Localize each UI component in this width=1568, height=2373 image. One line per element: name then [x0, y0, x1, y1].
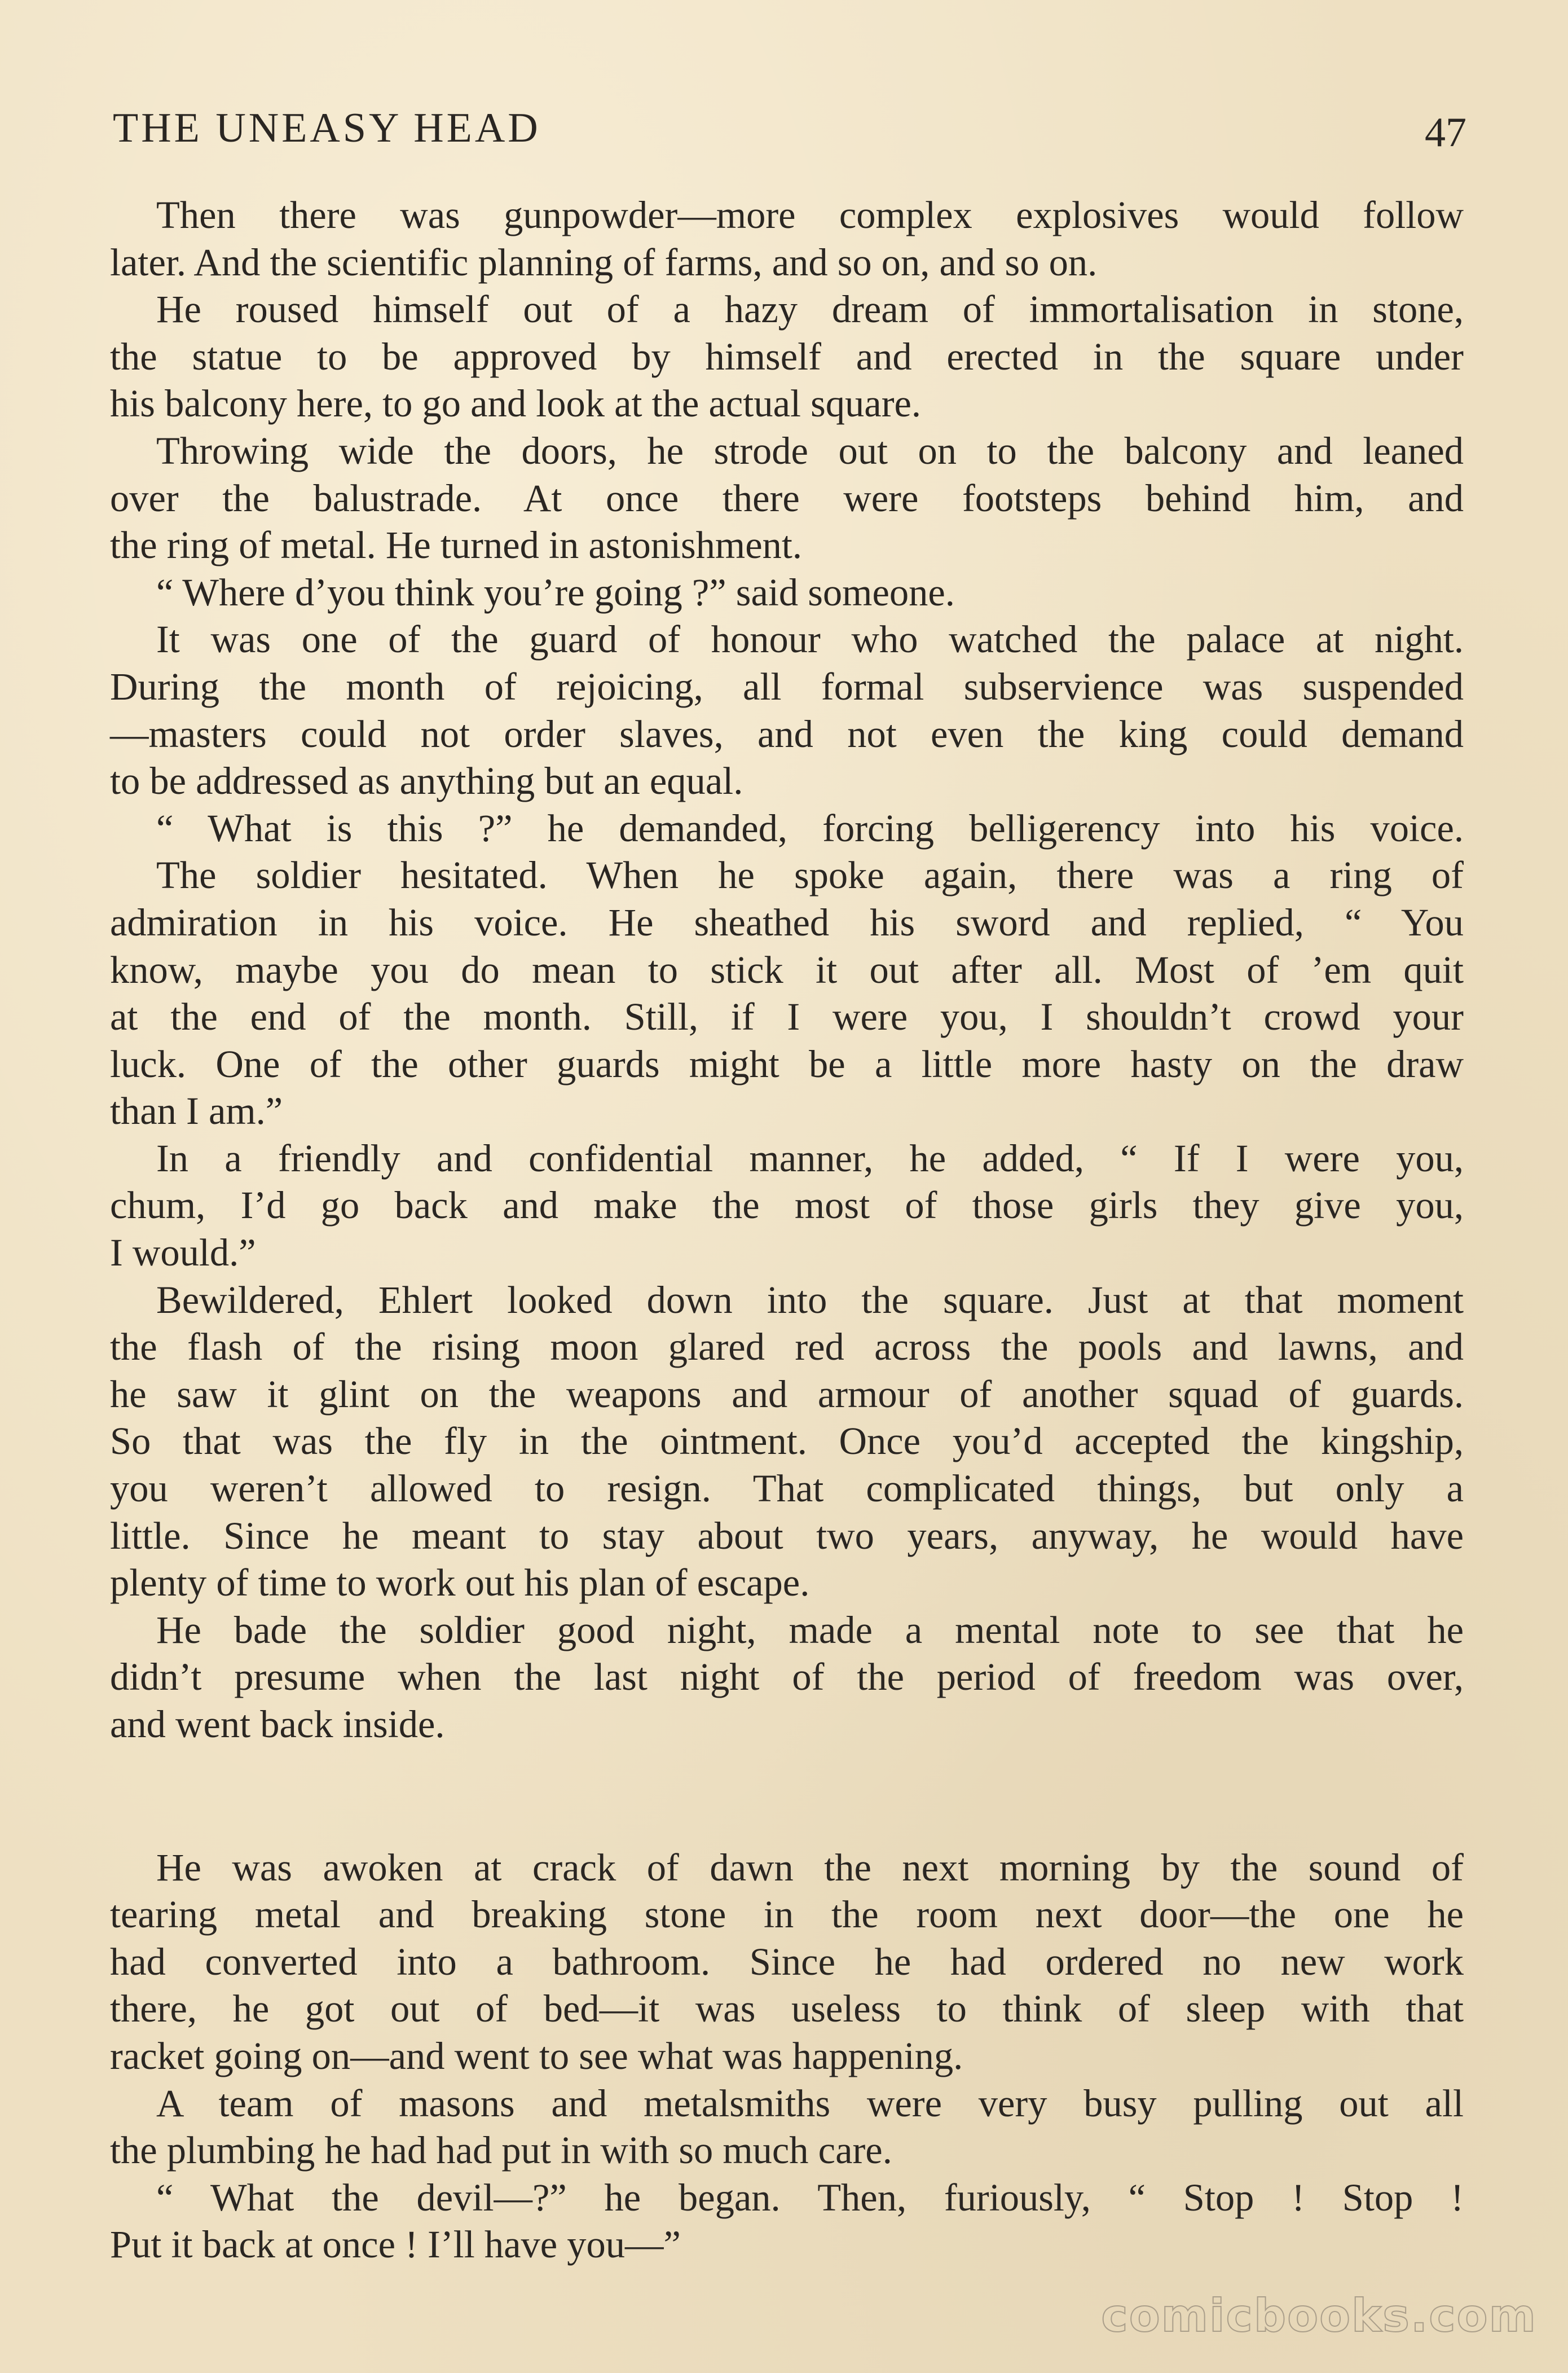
page-number: 47 [1425, 109, 1466, 156]
text-line: the ring of metal. He turned in astonishment. [110, 524, 803, 567]
text-line: I would.” [110, 1231, 256, 1275]
text-line: He was awoken at crack of dawn the next morning by the sound of [156, 1845, 1464, 1889]
text-line: A team of masons and metalsmiths were very busy pulling out all [156, 2081, 1464, 2125]
section-break [110, 1748, 1464, 1844]
text-line: didn’t presume when the last night of the period of freedom was over, [110, 1655, 1464, 1699]
paragraph [110, 2174, 1464, 2269]
text-line: later. And the scientific planning of farms, and so on, and so on. [110, 240, 1098, 284]
paragraph [110, 852, 1464, 1135]
text-line: Put it back at once ! I’ll have you—” [110, 2223, 681, 2266]
paragraph [110, 286, 1464, 428]
paragraph [110, 1277, 1464, 1607]
text-line: you weren’t allowed to resign. That complicated things, but only a [110, 1467, 1464, 1510]
text-line: He bade the soldier good night, made a mental note to see that he [156, 1608, 1464, 1651]
paragraph [110, 1607, 1464, 1748]
text-line: the flash of the rising moon glared red across the pools and lawns, and [110, 1325, 1464, 1369]
text-line: It was one of the guard of honour who watched the palace at night. [156, 618, 1464, 661]
text-line: admiration in his voice. He sheathed his sword and replied, “ You [110, 900, 1464, 944]
text-line: Bewildered, Ehlert looked down into the square. Just at that moment [156, 1278, 1464, 1321]
paragraph [110, 428, 1464, 569]
paragraph [110, 192, 1464, 286]
text-line: Then there was gunpowder—more complex explosives would follow [156, 194, 1464, 236]
text-line: luck. One of the other guards might be a little more hasty on the draw [110, 1042, 1464, 1086]
text-line: “ What is this ?” he demanded, forcing belligerency into his voice. [156, 806, 1464, 850]
text-line: So that was the fly in the ointment. Once you’d accepted the kingship, [110, 1420, 1464, 1463]
text-line: racket going on—and went to see what was happening. [110, 2034, 963, 2077]
paragraph [110, 805, 1464, 852]
paragraph [110, 616, 1464, 805]
text-line: at the end of the month. Still, if I were you, I shouldn’t crowd your [110, 995, 1464, 1039]
text-line: than I am.” [110, 1089, 283, 1133]
text-line: “ What the devil—?” he began. Then, furiously, “ Stop ! Stop ! [156, 2176, 1464, 2219]
watermark: comicbooks.com [1101, 2289, 1537, 2342]
text-line: plenty of time to work out his plan of escape. [110, 1561, 810, 1605]
text-line: the plumbing he had had put in with so much care. [110, 2129, 892, 2172]
text-line: had converted into a bathroom. Since he had ordered no new work [110, 1940, 1464, 1983]
text-line: he saw it glint on the weapons and armour of another squad of guards. [110, 1372, 1464, 1416]
body-text [110, 192, 1464, 2269]
text-line: —masters could not order slaves, and not even the king could demand [110, 712, 1464, 755]
text-line: chum, I’d go back and make the most of those girls they give you, [110, 1184, 1464, 1227]
text-line: The soldier hesitated. When he spoke again, there was a ring of [156, 854, 1464, 897]
text-line: He roused himself out of a hazy dream of immortalisation in stone, [156, 288, 1464, 331]
page-header [113, 104, 1466, 166]
paragraph [110, 1844, 1464, 2080]
paragraph [110, 2080, 1464, 2174]
text-line: “ Where d’you think you’re going ?” said someone. [156, 570, 955, 614]
text-line: know, maybe you do mean to stick it out after all. Most of ’em quit [110, 948, 1464, 991]
text-line: his balcony here, to go and look at the actual square. [110, 382, 922, 425]
text-line: over the balustrade. At once there were footsteps behind him, and [110, 476, 1464, 520]
text-line: to be addressed as anything but an equal. [110, 759, 743, 803]
text-line: During the month of rejoicing, all formal subservience was suspended [110, 665, 1464, 708]
text-line: the statue to be approved by himself and erected in the square under [110, 335, 1464, 378]
running-head: THE UNEASY HEAD [113, 105, 541, 151]
text-line: Throwing wide the doors, he strode out on to the balcony and leaned [156, 429, 1464, 472]
paragraph [110, 569, 1464, 617]
text-line: tearing metal and breaking stone in the room next door—the one he [110, 1893, 1464, 1936]
paragraph [110, 1135, 1464, 1277]
text-line: there, he got out of bed—it was useless to think of sleep with that [110, 1987, 1464, 2031]
text-line: and went back inside. [110, 1703, 445, 1746]
text-line: In a friendly and confidential manner, he added, “ If I were you, [156, 1136, 1464, 1180]
text-line: little. Since he meant to stay about two years, anyway, he would have [110, 1514, 1464, 1557]
